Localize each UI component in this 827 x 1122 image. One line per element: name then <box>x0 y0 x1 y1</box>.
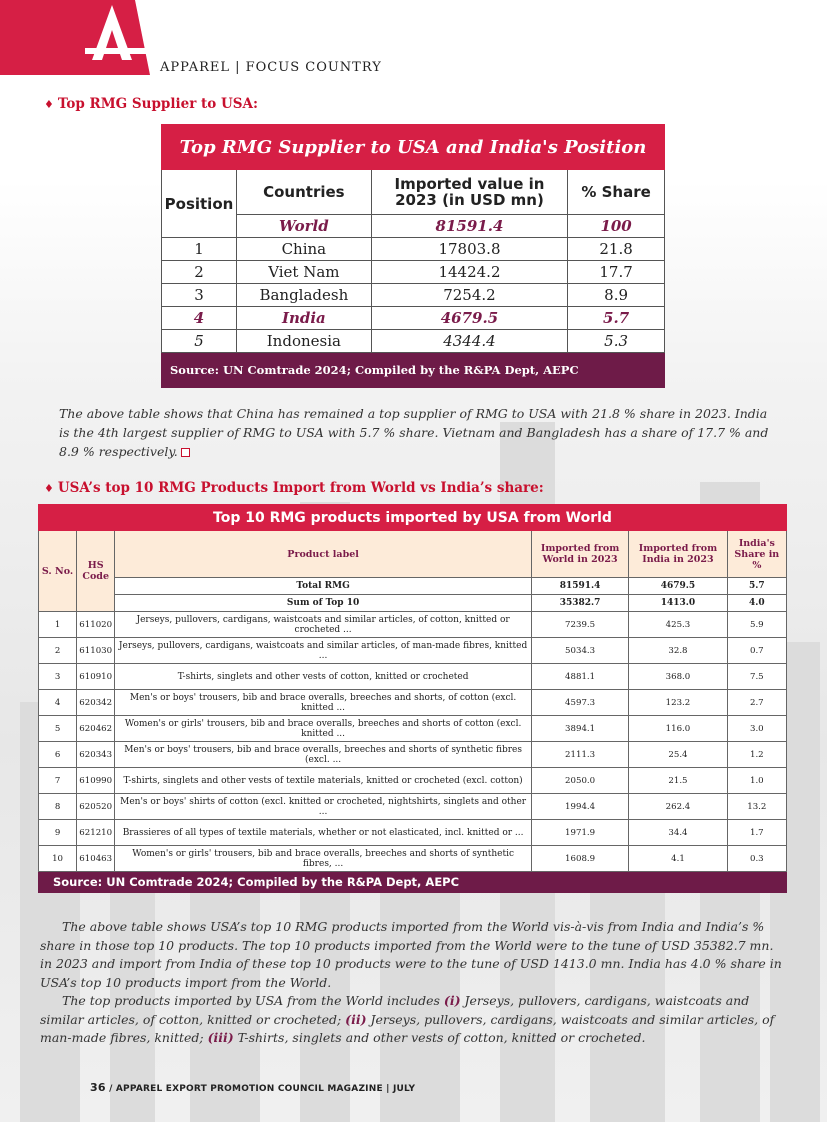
row-india: 123.2 <box>629 690 727 716</box>
table1-source: Source: UN Comtrade 2024; Compiled by the R&PA Dept, AEPC <box>162 353 665 388</box>
table2-title: Top 10 RMG products imported by USA from World <box>39 505 787 531</box>
row-country: India <box>236 307 371 330</box>
para2-intro: The top products imported by USA from the World includes <box>62 993 444 1008</box>
top10-products-table <box>38 504 787 893</box>
row-hs: 611020 <box>77 612 115 638</box>
row-hs: 611030 <box>77 638 115 664</box>
row-share: 5.7 <box>568 307 665 330</box>
para2-num: (ii) <box>345 1011 367 1027</box>
row-world: 1608.9 <box>531 846 628 872</box>
sum-india: 1413.0 <box>629 595 727 612</box>
row-sno: 10 <box>39 846 77 872</box>
table-row <box>39 612 787 638</box>
end-mark-icon <box>181 448 190 457</box>
row-sno: 4 <box>39 690 77 716</box>
world-country: World <box>236 215 371 238</box>
para2-text: T-shirts, singlets and other vests of cotton, knitted or crocheted. <box>233 1030 646 1045</box>
row-share: 21.8 <box>568 238 665 261</box>
total-row <box>39 578 787 595</box>
header-value: Imported value in 2023 (in USD mn) <box>371 170 567 215</box>
section2-paragraph-1: The above table shows USA’s top 10 RMG products imported from the World vis-à-vis from India and India’s % share in those top 10 products. The top 10 products imported from the World were to the tune of USD 35382.7 mn. in 2023 and import from India of these top 10 products were to the tune of USD 1413.0 mn. India has 4.0 % share in USA’s top 10 products import from the World. <box>40 919 782 990</box>
magazine-logo <box>0 0 160 75</box>
row-share: 5.3 <box>568 330 665 353</box>
row-position: 5 <box>162 330 237 353</box>
row-share: 1.7 <box>727 820 786 846</box>
section2-heading <box>44 480 544 496</box>
table-row <box>162 284 665 307</box>
india-row <box>162 307 665 330</box>
table1-title: Top RMG Supplier to USA and India's Position <box>162 125 665 170</box>
row-hs: 620520 <box>77 794 115 820</box>
row-india: 32.8 <box>629 638 727 664</box>
diamond-icon: ♦ <box>44 482 54 495</box>
table-row <box>39 664 787 690</box>
sum-share: 4.0 <box>727 595 786 612</box>
row-value: 4344.4 <box>371 330 567 353</box>
sum-label: Sum of Top 10 <box>115 595 532 612</box>
para2-num: (iii) <box>207 1030 234 1045</box>
row-world: 4881.1 <box>531 664 628 690</box>
world-share: 100 <box>568 215 665 238</box>
section1-heading-text: Top RMG Supplier to USA: <box>57 96 258 112</box>
row-value: 17803.8 <box>371 238 567 261</box>
total-share: 5.7 <box>727 578 786 595</box>
row-share: 7.5 <box>727 664 786 690</box>
row-india: 34.4 <box>629 820 727 846</box>
row-label: T-shirts, singlets and other vests of cotton, knitted or crocheted <box>115 664 532 690</box>
header-india: Imported from India in 2023 <box>629 531 727 578</box>
table-row <box>39 690 787 716</box>
sum-world: 35382.7 <box>531 595 628 612</box>
table-row <box>39 638 787 664</box>
row-country: Indonesia <box>236 330 371 353</box>
row-position: 1 <box>162 238 237 261</box>
section2-paragraphs <box>40 918 787 1048</box>
table-row <box>39 846 787 872</box>
row-sno: 8 <box>39 794 77 820</box>
row-country: Viet Nam <box>236 261 371 284</box>
header-position: Position <box>162 170 237 238</box>
table-row <box>39 820 787 846</box>
row-india: 262.4 <box>629 794 727 820</box>
section-label: APPAREL | FOCUS COUNTRY <box>160 60 382 75</box>
row-india: 368.0 <box>629 664 727 690</box>
table-row <box>39 794 787 820</box>
row-label: T-shirts, singlets and other vests of textile materials, knitted or crocheted (excl. cotton) <box>115 768 532 794</box>
para2-text: Jerseys, pullovers, cardigans, waistcoats and similar articles, of cotton, knitted or crocheted; <box>40 993 750 1027</box>
row-sno: 7 <box>39 768 77 794</box>
diamond-icon: ♦ <box>44 98 54 111</box>
row-value: 14424.2 <box>371 261 567 284</box>
total-world: 81591.4 <box>531 578 628 595</box>
row-hs: 620343 <box>77 742 115 768</box>
row-sno: 6 <box>39 742 77 768</box>
row-hs: 610463 <box>77 846 115 872</box>
row-world: 3894.1 <box>531 716 628 742</box>
row-value: 7254.2 <box>371 284 567 307</box>
row-world: 7239.5 <box>531 612 628 638</box>
world-value: 81591.4 <box>371 215 567 238</box>
section1-heading <box>44 96 258 112</box>
header-label: Product label <box>115 531 532 578</box>
table2-source: Source: UN Comtrade 2024; Compiled by the R&PA Dept, AEPC <box>39 872 787 893</box>
row-label: Men's or boys' trousers, bib and brace overalls, breeches and shorts, of cotton (excl. knitted ... <box>115 690 532 716</box>
row-sno: 3 <box>39 664 77 690</box>
page-number: 36 <box>90 1081 106 1094</box>
section1-paragraph-text: The above table shows that China has remained a top supplier of RMG to USA with 21.8 % share in 2023. India is the 4th largest supplier of RMG to USA with 5.7 % share. Vietnam and Bangladesh has a share of 17.7 % and 8.9 % respectively. <box>59 406 769 459</box>
row-label: Jerseys, pullovers, cardigans, waistcoats and similar articles, of cotton, knitted or crocheted ... <box>115 612 532 638</box>
total-label: Total RMG <box>115 578 532 595</box>
row-india: 4.1 <box>629 846 727 872</box>
table-row <box>39 742 787 768</box>
table-row <box>162 261 665 284</box>
section2-paragraph-2 <box>40 992 787 1048</box>
total-india: 4679.5 <box>629 578 727 595</box>
header-share: % Share <box>568 170 665 215</box>
row-label: Men's or boys' shirts of cotton (excl. knitted or crocheted, nightshirts, singlets and other ... <box>115 794 532 820</box>
row-label: Brassieres of all types of textile materials, whether or not elasticated, incl. knitted or ... <box>115 820 532 846</box>
row-share: 5.9 <box>727 612 786 638</box>
table-row <box>162 330 665 353</box>
row-india: 21.5 <box>629 768 727 794</box>
row-share: 1.2 <box>727 742 786 768</box>
header-hs: HS Code <box>77 531 115 612</box>
row-share: 0.7 <box>727 638 786 664</box>
sum-row <box>39 595 787 612</box>
row-india: 25.4 <box>629 742 727 768</box>
row-sno: 2 <box>39 638 77 664</box>
row-label: Women's or girls' trousers, bib and brace overalls, breeches and shorts of synthetic fibres, ... <box>115 846 532 872</box>
header-countries: Countries <box>236 170 371 215</box>
page-footer <box>90 1081 415 1094</box>
row-sno: 9 <box>39 820 77 846</box>
row-hs: 621210 <box>77 820 115 846</box>
row-value: 4679.5 <box>371 307 567 330</box>
row-label: Jerseys, pullovers, cardigans, waistcoats and similar articles, of man-made fibres, knitted ... <box>115 638 532 664</box>
header-share: India's Share in % <box>727 531 786 578</box>
para2-text: Jerseys, pullovers, cardigans, waistcoats and similar articles, of man-made fibres, knitted; <box>40 1011 775 1045</box>
row-share: 8.9 <box>568 284 665 307</box>
row-label: Men's or boys' trousers, bib and brace overalls, breeches and shorts of synthetic fibres (excl. ... <box>115 742 532 768</box>
header-sno: S. No. <box>39 531 77 612</box>
row-world: 1994.4 <box>531 794 628 820</box>
row-world: 5034.3 <box>531 638 628 664</box>
row-share: 2.7 <box>727 690 786 716</box>
row-sno: 5 <box>39 716 77 742</box>
row-position: 2 <box>162 261 237 284</box>
table-row <box>39 768 787 794</box>
row-share: 17.7 <box>568 261 665 284</box>
footer-text: / APPAREL EXPORT PROMOTION COUNCIL MAGAZINE | JULY <box>109 1084 416 1094</box>
row-world: 2111.3 <box>531 742 628 768</box>
row-india: 116.0 <box>629 716 727 742</box>
world-row <box>162 215 665 238</box>
row-sno: 1 <box>39 612 77 638</box>
row-label: Women's or girls' trousers, bib and brace overalls, breeches and shorts of cotton (excl. knitted ... <box>115 716 532 742</box>
table-row <box>162 238 665 261</box>
section2-heading-text: USA’s top 10 RMG Products Import from World vs India’s share: <box>57 480 544 496</box>
header-world: Imported from World in 2023 <box>531 531 628 578</box>
row-world: 2050.0 <box>531 768 628 794</box>
row-hs: 620462 <box>77 716 115 742</box>
row-share: 1.0 <box>727 768 786 794</box>
row-share: 3.0 <box>727 716 786 742</box>
para2-num: (i) <box>443 993 461 1008</box>
row-india: 425.3 <box>629 612 727 638</box>
row-hs: 610990 <box>77 768 115 794</box>
row-world: 4597.3 <box>531 690 628 716</box>
row-hs: 620342 <box>77 690 115 716</box>
row-hs: 610910 <box>77 664 115 690</box>
table-row <box>39 716 787 742</box>
row-position: 3 <box>162 284 237 307</box>
row-share: 0.3 <box>727 846 786 872</box>
row-position: 4 <box>162 307 237 330</box>
row-share: 13.2 <box>727 794 786 820</box>
row-country: China <box>236 238 371 261</box>
row-country: Bangladesh <box>236 284 371 307</box>
section1-paragraph <box>59 404 771 461</box>
row-world: 1971.9 <box>531 820 628 846</box>
top-supplier-table <box>161 124 665 388</box>
